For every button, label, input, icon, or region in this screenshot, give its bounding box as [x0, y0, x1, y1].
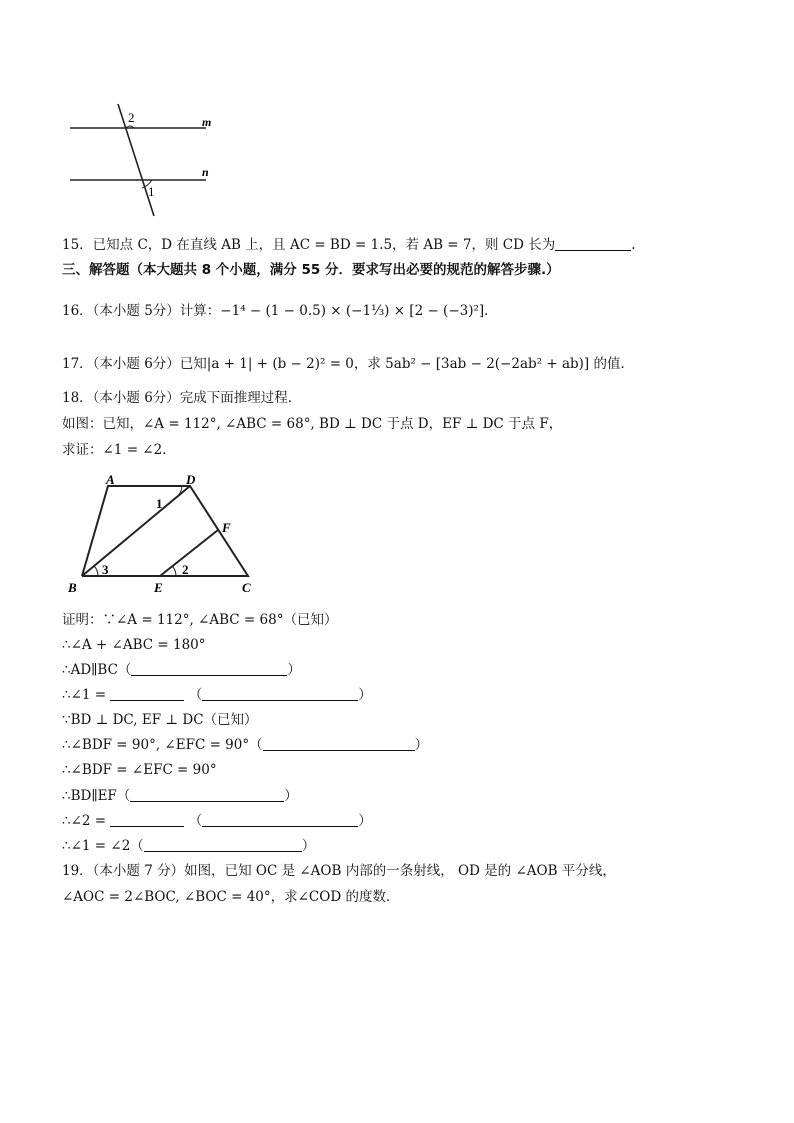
question-19-line2: ∠AOC = 2∠BOC, ∠BOC = 40°，求∠COD 的度数．: [62, 889, 400, 905]
label-2: 2: [128, 110, 135, 125]
section-3-title: 三、解答题（本大题共 8 个小题，满分 55 分．要求写出必要的规范的解答步骤.）: [62, 262, 560, 278]
vertex-b: B: [68, 580, 77, 595]
question-17: 17．（本小题 6分）已知|a + 1| + (b − 2)² = 0，求 5ab² − [3ab − 2(−2ab² + ab)] 的值．: [62, 356, 634, 372]
proof-step-10: ∴∠1 = ∠2（ ）: [62, 838, 316, 854]
angle-label-2: 2: [182, 562, 189, 577]
answer-blank-9[interactable]: [110, 812, 184, 827]
proof-step-4: ∴∠1 = （ ）: [62, 687, 372, 703]
answer-blank-15[interactable]: [555, 236, 631, 251]
proof-step-2: ∴∠A + ∠ABC = 180°: [62, 637, 206, 653]
label-m: m: [202, 115, 212, 129]
question-15-text: 15．已知点 C，D 在直线 AB 上，且 AC = BD = 1.5，若 AB = 7，则 CD 长为: [62, 237, 556, 253]
vertex-a: A: [106, 472, 115, 487]
proof-step-1: 证明：∵∠A = 112°, ∠ABC = 68°（已知）: [62, 612, 338, 628]
trapezoid-figure: [62, 472, 262, 598]
reason-blank-9[interactable]: [202, 812, 358, 827]
proof-step-7: ∴∠BDF = ∠EFC = 90°: [62, 762, 217, 778]
question-15: 15．已知点 C，D 在直线 AB 上，且 AC = BD = 1.5，若 AB = 7，则 CD 长为 .: [62, 237, 636, 253]
transversal-line: [118, 104, 154, 216]
vertex-f: F: [222, 520, 231, 535]
proof-step-8: ∴BD∥EF（ ）: [62, 788, 298, 804]
question-16: 16．（本小题 5分）计算：−1⁴ − (1 − 0.5) × (−1⅓) × [2 − (−3)²]．: [62, 303, 498, 319]
label-1: 1: [148, 184, 155, 199]
vertex-d: D: [186, 472, 196, 487]
segment-bd: [82, 486, 190, 576]
vertex-e: E: [154, 580, 163, 595]
angle-label-3: 3: [102, 562, 109, 577]
proof-step-6: ∴∠BDF = 90°, ∠EFC = 90°（ ）: [62, 737, 429, 753]
reason-blank-3[interactable]: [131, 661, 287, 676]
reason-blank-8[interactable]: [130, 787, 284, 802]
answer-blank-4[interactable]: [110, 686, 184, 701]
question-18-intro: 18．（本小题 6分）完成下面推理过程．: [62, 390, 302, 406]
angle-2-mark: [172, 566, 176, 576]
reason-blank-10[interactable]: [144, 837, 302, 852]
question-19-line1: 19．（本小题 7 分）如图，已知 OC 是 ∠AOB 内部的一条射线， OD 是的 ∠AOB 平分线，: [62, 863, 616, 879]
proof-step-5: ∵BD ⊥ DC, EF ⊥ DC（已知）: [62, 712, 258, 728]
vertex-c: C: [242, 580, 251, 595]
reason-blank-4[interactable]: [202, 686, 358, 701]
parallel-lines-figure: [60, 98, 220, 223]
segment-ef: [160, 530, 218, 576]
question-18-prove: 求证：∠1 = ∠2．: [62, 442, 176, 458]
label-n: n: [202, 165, 209, 179]
angle-3-mark: [94, 566, 98, 576]
proof-step-9: ∴∠2 = （ ）: [62, 813, 372, 829]
reason-blank-6[interactable]: [263, 736, 415, 751]
question-18-given: 如图：已知，∠A = 112°, ∠ABC = 68°, BD ⊥ DC 于点 D，EF ⊥ DC 于点 F，: [62, 416, 563, 432]
proof-step-3: ∴AD∥BC（ ）: [62, 662, 301, 678]
angle-label-1: 1: [156, 496, 163, 511]
